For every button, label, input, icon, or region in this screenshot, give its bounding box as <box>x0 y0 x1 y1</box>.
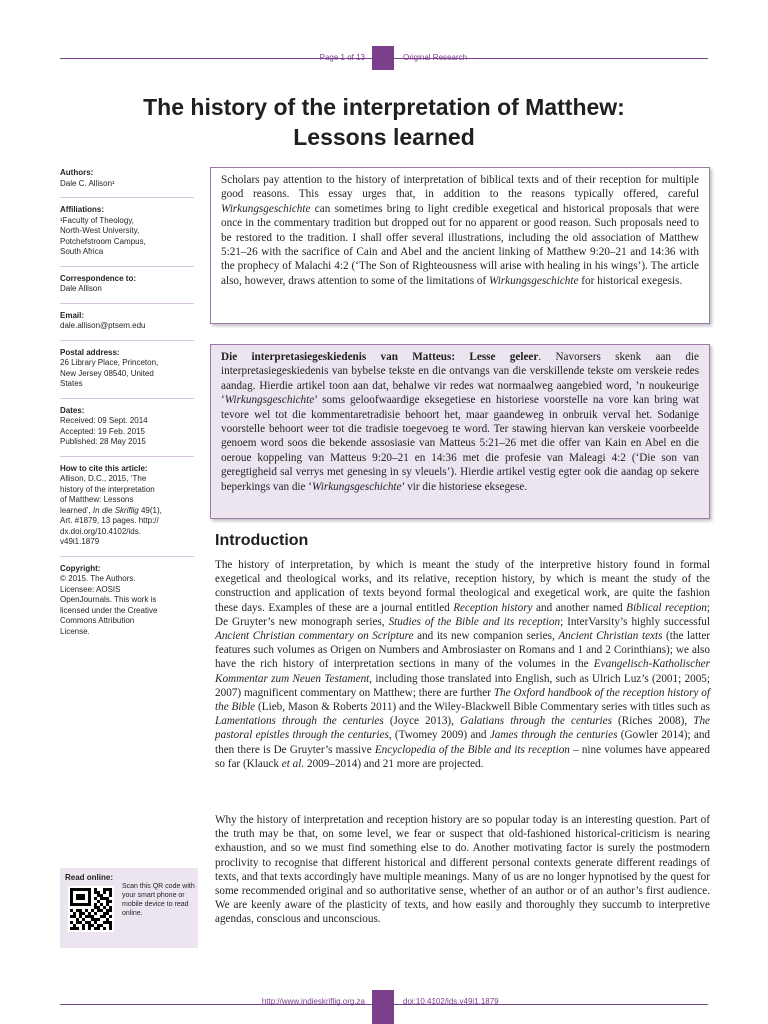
italic-title: Studies of the Bible and its reception <box>388 615 561 628</box>
doi-link[interactable]: doi:10.4102/ids.v49i1.1879 <box>403 997 499 1006</box>
italic-title: Evangelisch-Katholischer Kommentar zum Neuen Testament <box>215 658 710 685</box>
abstract-text: for historical exegesis. <box>578 274 683 287</box>
intro-paragraph-2 <box>215 813 710 927</box>
italic-title: Biblical reception <box>626 601 707 614</box>
text-run: ; InterVarsity’s highly successful <box>560 615 711 628</box>
abstract-italic: Wirkungsgeschichte <box>224 394 315 407</box>
read-online-box <box>60 868 198 948</box>
text-run: , (Twomey 2009) and <box>388 729 490 742</box>
citation-journal: In die Skriflig <box>92 505 139 515</box>
citation-value <box>60 474 194 548</box>
qr-code-icon[interactable] <box>68 886 114 932</box>
citation-label: How to cite this article: <box>60 463 148 473</box>
affiliations-label: Affiliations: <box>60 205 104 214</box>
italic-title: et al. <box>281 757 305 770</box>
dates-block <box>56 406 198 456</box>
section-heading-introduction: Introduction <box>215 532 309 549</box>
postal-label: Postal address: <box>60 347 120 357</box>
copyright-value: © 2015. The Authors. Licensee: AOSIS OpenJournals. This work is licensed under the Creative Commons Attribution License. <box>60 574 158 636</box>
authors-value: Dale C. Allison¹ <box>60 178 115 188</box>
read-online-label: Read online: <box>65 873 114 882</box>
authors-block <box>56 168 198 197</box>
abstract-text: Scholars pay attention to the history of interpretation of biblical texts and of their reception for multiple good reasons. This essay urges that, in addition to the reasons typically offered, careful <box>221 174 699 201</box>
italic-title: Reception history <box>453 601 533 614</box>
abstract-afrikaans <box>210 344 710 519</box>
citation-text-end: 49(1), Art. #1879, 13 pages. http:// dx.doi.org/10.4102/ids. v49i1.1879 <box>60 505 162 546</box>
text-run: ; De Gruyter’s new monograph series, <box>215 601 710 628</box>
italic-title: Lamentations through the centuries <box>215 715 384 728</box>
page-number: Page 1 of 13 <box>319 53 365 62</box>
abstract-text: can sometimes bring to light credible exegetical and historical proposals that were once in the commentary tradition but dropped out for no apparent or good reason. Such proposals need to be restored to the tradition. I shall offer several illustrations, including the old association of Matthew 5:21–26 with the sacrifice of Cain and Abel and the ancient linking of Matthew 9:20–21 and 14:36 with the prophecy of Malachi 4:2 (‘The Son of Righteousness will arise with healing in his wings’). The article also, however, draws attention to some of the limitations of <box>221 202 699 287</box>
read-online-text: Scan this QR code with your smart phone or mobile device to read online. <box>122 883 195 917</box>
email-block <box>56 311 198 340</box>
title-line-1: The history of the interpretation of Matthew: <box>143 94 625 120</box>
text-run: (the latter features such volumes as Origen on Numbers and Ambrosiaster on Romans and 1 and 2 Corinthians); we also have the rich history of interpretation sections in many of the volumes in the <box>215 630 711 671</box>
paragraph <box>215 558 710 771</box>
sidebar-divider <box>60 303 194 304</box>
abstract-af-title: Die interpretasiegeskiedenis van Matteus: Lesse geleer <box>221 351 539 363</box>
qr-module <box>109 927 112 930</box>
text-run: (Lieb, Mason & Roberts 2011) and the Wiley-Blackwell Bible Commentary series with titles such as <box>255 701 710 714</box>
sidebar-divider <box>60 398 194 399</box>
text-run: The history of interpretation, by which is meant the study of the interpretive history found in formal exegetical and theological works, and its relative, reception history, by which is meant the study of the construction and application of texts beyond formal theological and exegetical work, are quite the fashion these days. Examples of these are a journal entitled <box>215 559 710 614</box>
italic-title: The Oxford handbook of the reception history of the Bible <box>215 686 710 714</box>
correspondence-value: Dale Allison <box>60 284 102 293</box>
italic-title: Ancient Christian commentary on Scripture <box>215 630 414 643</box>
correspondence-block <box>56 274 198 303</box>
dates-value: Received: 09 Sept. 2014 Accepted: 19 Feb. 2015 Published: 28 May 2015 <box>60 416 148 446</box>
abstract-italic: Wirkungsgeschichte <box>312 480 402 493</box>
email-label: Email: <box>60 310 85 320</box>
section-label: Original Research <box>403 53 468 62</box>
citation-block <box>56 464 198 556</box>
affiliations-value: ¹Faculty of Theology, North-West University, Potchefstroom Campus, South Africa <box>60 215 146 256</box>
sidebar-divider <box>60 340 194 341</box>
article-title <box>60 92 708 152</box>
authors-label: Authors: <box>60 168 94 177</box>
sidebar-divider <box>60 266 194 267</box>
citation-text: Allison, D.C., 2015, ‘The history of the interpretation of Matthew: Lessons learned’, <box>60 474 155 515</box>
footer-accent-block <box>372 990 394 1024</box>
text-run: (Riches 2008), <box>612 715 694 728</box>
correspondence-label: Correspondence to: <box>60 273 137 283</box>
text-run: and its new companion series, <box>413 630 559 643</box>
abstract-text: ’ soms geloofwaardige eksegetiese en historiese voorstelle na vore kan bring wat tevore wel tot die kommentaretradisie behoort het, maar gaandeweg in onbruik verval het. Sodanige voorstelle behoort weer tot die tradisie toegevoeg te word. Ter stawing hiervan kan verskeie voorbeelde genoem word soos die bekende assosiasie van Matteus 5:21–26 met die offer van Kain en Abel en die oeroue koppeling van Matteus 9:20–21 en 14:36 met die profesie van Maleagi 4:2 (‘Die son van geregtigheid sal verrys met genesing in sy vleuels’). Hierdie artikel vestig egter ook die aandag op sekere beperkings van die ‘ <box>221 394 699 493</box>
abstract-text: . Navorsers skenk aan die interpretasiegeskiedenis van bybelse tekste en die ontvangs van die verskillende tekste om verskeie redes aandag. Hierdie artikel toon aan dat, behalwe vir redes wat normaalweg aangebied word, ’n noukeurige ‘ <box>221 351 699 407</box>
intro-paragraph-1 <box>215 558 710 771</box>
text-run: (Gowler 2014); and then there is De Gruyter’s massive <box>215 729 711 756</box>
italic-title: Encyclopedia of the Bible and its reception <box>374 743 570 756</box>
abstract-text: ’ vir die historiese eksegese. <box>401 480 528 493</box>
italic-title: The pastoral epistles through the centuries <box>215 715 711 742</box>
italic-title: Ancient Christian texts <box>558 630 663 643</box>
paragraph: Why the history of interpretation and reception history are so popular today is an interesting question. Part of the truth may be that, on some level, we fear or suspect that old-fashioned historical-criticism is nearing exhaustion, and so we must find something else to do. Another motivating factor is surely the postmodern proclivity to recognise that different historical and different personal contexts generate different readings of texts, and that texts accordingly have multiple meanings. Many of us are no longer hypnotised by the quest for some recommended original and so authoritative sense, whether of an author or of an author’s first audience. We are keenly aware of the plasticity of texts, and how easily and thoroughly they succumb to interpretive agendas, conscious and unconscious. <box>215 814 710 926</box>
email-value[interactable]: dale.allison@ptsem.edu <box>60 321 146 330</box>
affiliations-block <box>56 205 198 266</box>
text-run: 2009–2014) and 21 more are projected. <box>304 757 484 770</box>
abstract-english <box>210 167 710 324</box>
text-run: (Joyce 2013), <box>383 715 461 728</box>
copyright-block <box>56 564 198 646</box>
postal-value: 26 Library Place, Princeton, New Jersey 08540, United States <box>60 358 159 388</box>
dates-label: Dates: <box>60 405 85 415</box>
qr-pattern <box>70 888 112 930</box>
postal-block <box>56 348 198 398</box>
header-accent-block <box>372 46 394 70</box>
copyright-label: Copyright: <box>60 563 101 573</box>
sidebar-divider <box>60 197 194 198</box>
sidebar-divider <box>60 456 194 457</box>
abstract-italic: Wirkungsgeschichte <box>489 274 579 287</box>
journal-url-link[interactable]: http://www.indieskriflig.org.za <box>261 997 365 1006</box>
text-run: – nine volumes have appeared so far (Klauck <box>215 743 710 770</box>
text-run: , including those translated into English, such as Ulrich Luz’s (2001; 2005; 2007) magnificent commentary on Matthew; there are further <box>215 672 710 699</box>
page-header <box>0 46 768 70</box>
italic-title: Galatians through the centuries <box>460 715 612 728</box>
abstract-italic: Wirkungsgeschichte <box>221 202 311 215</box>
italic-title: James through the centuries <box>489 729 618 742</box>
text-run: and another named <box>532 601 627 614</box>
title-line-2: Lessons learned <box>293 124 475 150</box>
sidebar-divider <box>60 556 194 557</box>
